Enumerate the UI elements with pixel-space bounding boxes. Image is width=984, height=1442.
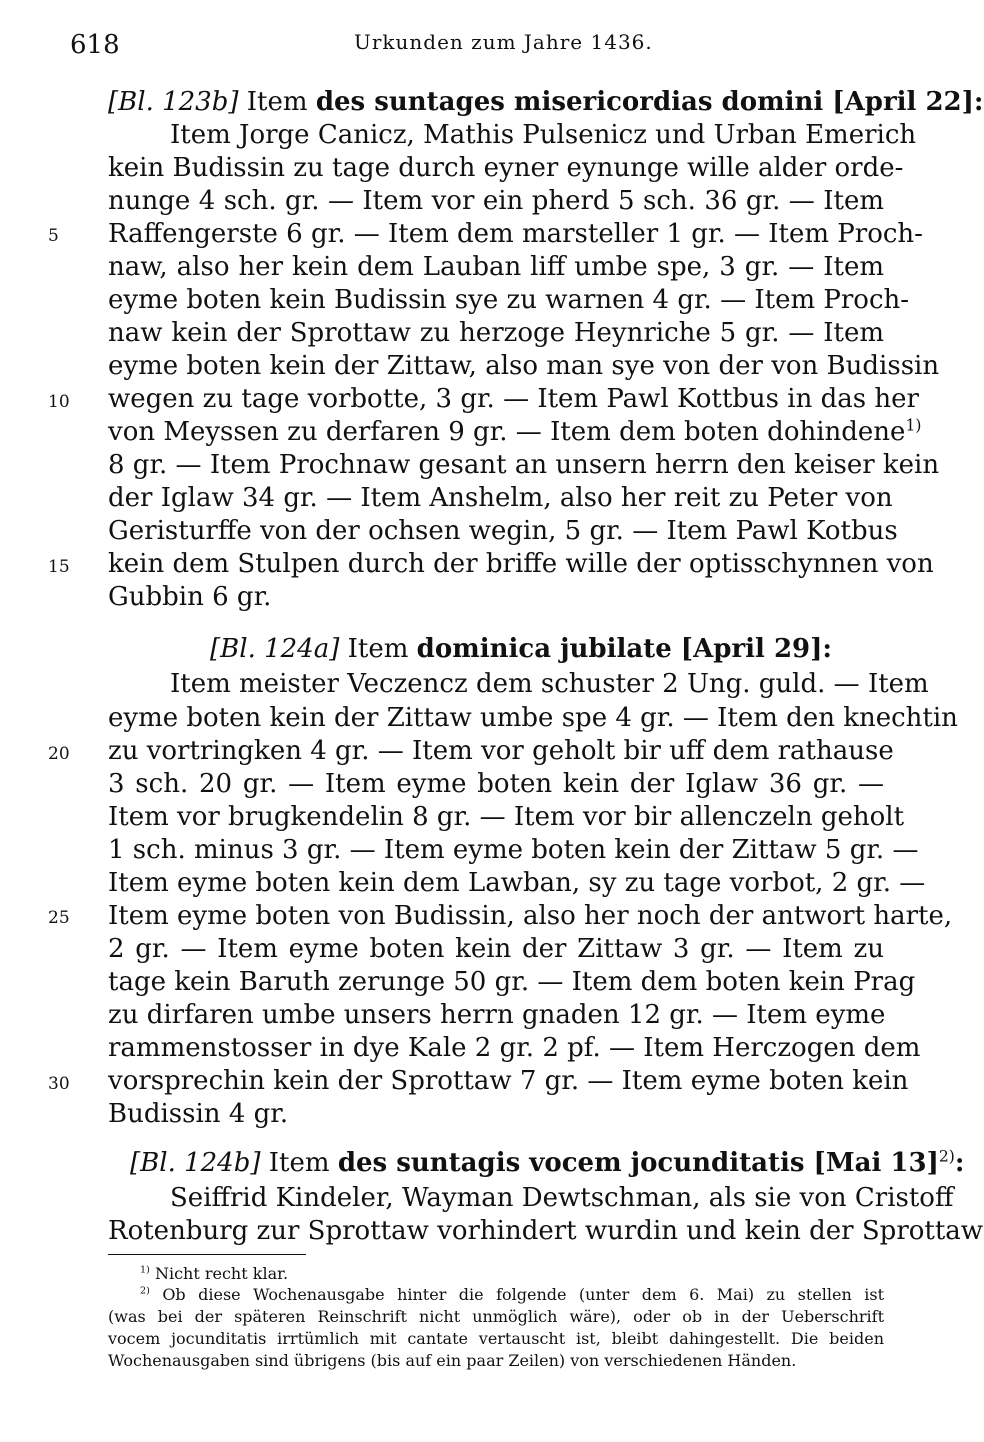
text-line: rammenstosser in dye Kale 2 gr. 2 pf. — Item Herczogen dem (108, 1033, 921, 1063)
footnote-rule (108, 1254, 306, 1255)
text-line: naw kein der Sprottaw zu herzoge Heynriche 5 gr. — Item (108, 318, 884, 348)
heading-item: Item (246, 87, 308, 117)
line-number: 15 (48, 557, 70, 577)
section-heading (210, 633, 884, 666)
text-line: 2 gr. — Item eyme boten kein der Zittaw 3 gr. — Item zu (108, 934, 884, 964)
footnote-2-line: Wochenausgaben sind übrigens (bis auf ein paar Zeilen) von verschiedenen Händen. (108, 1351, 797, 1370)
footnote-ref: 1) (905, 416, 922, 435)
heading-title: des suntages misericordias domini [April 22]: (315, 87, 984, 117)
text-line: nunge 4 sch. gr. — Item vor ein pherd 5 sch. 36 gr. — Item (108, 186, 884, 216)
text-line: tage kein Baruth zerunge 50 gr. — Item dem boten kein Prag (108, 967, 916, 997)
page-number: 618 (70, 30, 120, 60)
text-line: wegen zu tage vorbotte, 3 gr. — Item Pawl Kottbus in das her (108, 384, 919, 414)
section-heading (130, 1147, 965, 1180)
text-line: eyme boten kein der Zittaw, also man sye von der von Budissin (108, 351, 940, 381)
text-line: 8 gr. — Item Prochnaw gesant an unsern herrn den keiser kein (108, 450, 940, 480)
text-line (108, 416, 922, 449)
text-line: kein dem Stulpen durch der briffe wille der optisschynnen von (108, 549, 934, 579)
heading-colon: : (954, 1148, 965, 1178)
folio-ref: [Bl. 124b] (130, 1148, 261, 1178)
line-number: 30 (48, 1074, 70, 1094)
footnote-2-line: vocem jocunditatis irrtümlich mit cantate vertauscht ist, bleibt dahingestellt. Die beiden (108, 1329, 884, 1348)
text-line-content: von Meyssen zu derfaren 9 gr. — Item dem boten dohindene (108, 417, 906, 447)
footnote-ref: 2) (938, 1147, 955, 1166)
folio-ref: [Bl. 124a] (210, 634, 340, 664)
text-line: Geristurffe von der ochsen wegin, 5 gr. — Item Pawl Kotbus (108, 516, 898, 546)
running-head: Urkunden zum Jahre 1436. (354, 30, 653, 54)
text-line: Item Jorge Canicz, Mathis Pulsenicz und Urban Emerich (170, 120, 917, 150)
footnote-text: Nicht recht klar. (154, 1264, 289, 1283)
footnote-label: 2) (140, 1285, 150, 1297)
text-line: 1 sch. minus 3 gr. — Item eyme boten kein der Zittaw 5 gr. — (108, 835, 919, 865)
heading-item: Item (268, 1148, 330, 1178)
text-line: Budissin 4 gr. (108, 1099, 289, 1129)
line-number: 25 (48, 908, 70, 928)
footnote-label: 1) (140, 1264, 150, 1276)
folio-ref: [Bl. 123b] (108, 87, 239, 117)
text-line: Item eyme boten von Budissin, also her noch der antwort harte, (108, 901, 953, 931)
text-line: Rotenburg zur Sprottaw vorhindert wurdin und kein der Sprottaw (108, 1216, 984, 1246)
text-line: zu dirfaren umbe unsers herrn gnaden 12 gr. — Item eyme (108, 1000, 886, 1030)
text-line: zu vortringken 4 gr. — Item vor geholt bir uff dem rathause (108, 736, 894, 766)
line-number: 5 (48, 226, 59, 246)
footnote-2-line: (was bei der späteren Reinschrift nicht unmöglich wäre), oder ob in der Ueberschrift (108, 1307, 884, 1326)
text-line: Item meister Veczencz dem schuster 2 Ung. guld. — Item (170, 669, 929, 699)
text-line: kein Budissin zu tage durch eyner eynunge wille alder orde- (108, 153, 904, 183)
text-line: vorsprechin kein der Sprottaw 7 gr. — Item eyme boten kein (108, 1066, 909, 1096)
text-line: naw, also her kein dem Lauban liff umbe spe, 3 gr. — Item (108, 252, 884, 282)
text-line: Item eyme boten kein dem Lawban, sy zu tage vorbot, 2 gr. — (108, 868, 926, 898)
heading-title: dominica jubilate [April 29]: (416, 634, 833, 664)
footnote-text: Ob diese Wochenausgabe hinter die folgende (unter dem 6. Mai) zu stellen ist (162, 1285, 884, 1304)
text-line: 3 sch. 20 gr. — Item eyme boten kein der Iglaw 36 gr. — (108, 769, 884, 799)
section-heading (108, 86, 984, 119)
text-line: Item vor brugkendelin 8 gr. — Item vor bir allenczeln geholt (108, 802, 905, 832)
text-line: Raffengerste 6 gr. — Item dem marsteller 1 gr. — Item Proch- (108, 219, 923, 249)
line-number: 20 (48, 744, 70, 764)
text-line: der Iglaw 34 gr. — Item Anshelm, also her reit zu Peter von (108, 483, 893, 513)
text-line: eyme boten kein Budissin sye zu warnen 4 gr. — Item Proch- (108, 285, 910, 315)
text-line: Gubbin 6 gr. (108, 582, 272, 612)
heading-item: Item (347, 634, 409, 664)
text-line: eyme boten kein der Zittaw umbe spe 4 gr. — Item den knechtin (108, 703, 958, 733)
line-number: 10 (48, 392, 70, 412)
heading-title: des suntagis vocem jocunditatis [Mai 13] (337, 1148, 939, 1178)
text-line: Seiffrid Kindeler, Wayman Dewtschman, als sie von Cristoff (170, 1183, 954, 1213)
